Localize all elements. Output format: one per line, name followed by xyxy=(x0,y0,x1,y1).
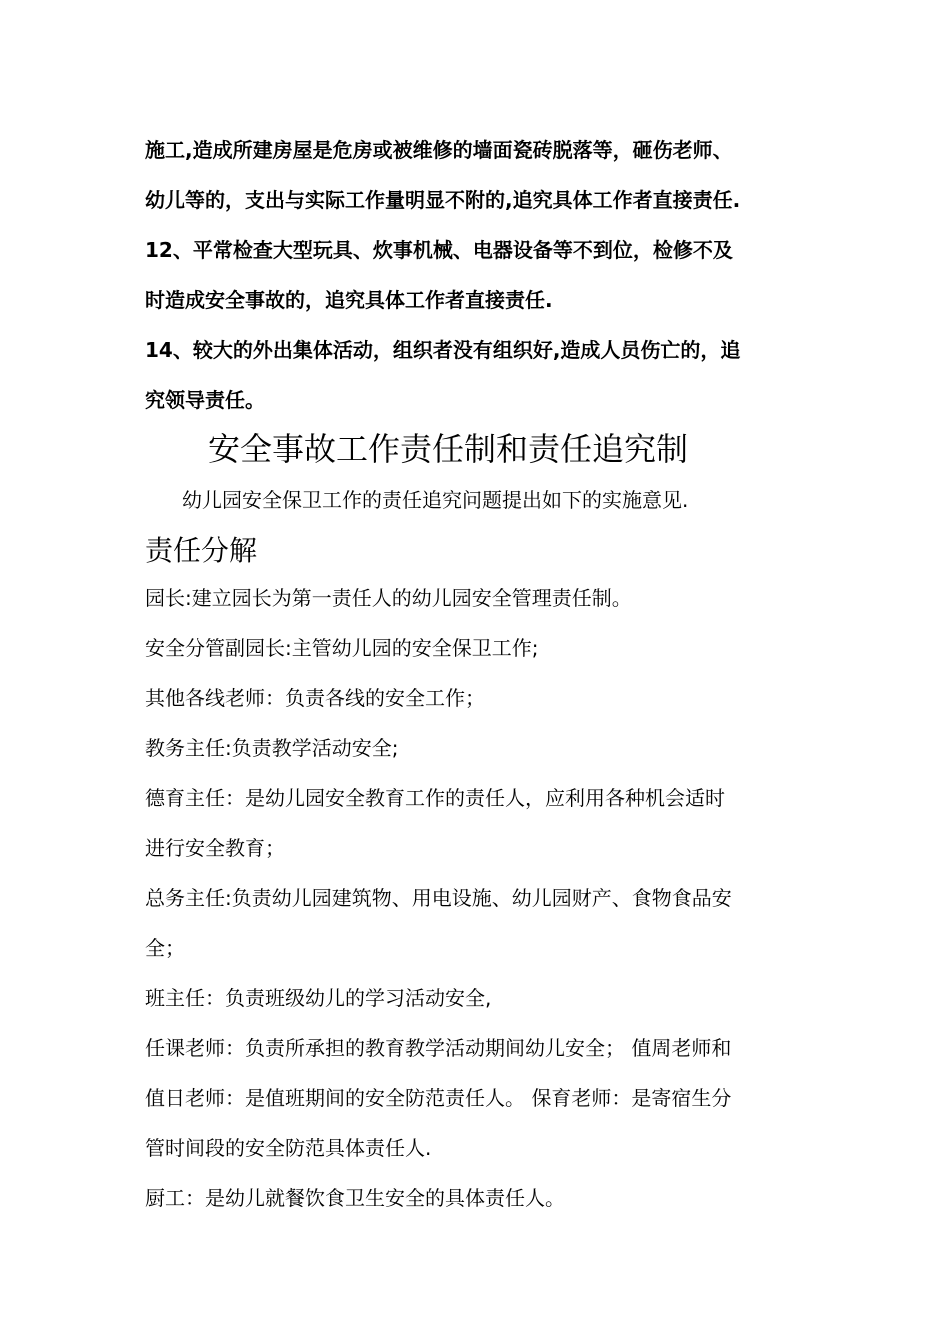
document-title: 安全事故工作责任制和责任追究制 xyxy=(208,430,689,468)
responsibility-line: 园长:建立园长为第一责任人的幼儿园安全管理责任制。 xyxy=(145,586,632,610)
intro-paragraph-1-line-2: 幼儿等的，支出与实际工作量明显不附的,追究具体工作者直接责任. xyxy=(145,188,741,212)
responsibility-line: 任课老师：负责所承担的教育教学活动期间幼儿安全； 值周老师和 xyxy=(145,1036,732,1060)
intro-paragraph-3-line-2: 究领导责任。 xyxy=(145,388,265,412)
intro-paragraph-2-line-2: 时造成安全事故的，追究具体工作者直接责任. xyxy=(145,288,553,312)
responsibility-line: 进行安全教育； xyxy=(145,836,285,860)
intro-paragraph-2-line-1: 12、平常检查大型玩具、炊事机械、电器设备等不到位，检修不及 xyxy=(145,238,733,262)
responsibility-line: 其他各线老师：负责各线的安全工作； xyxy=(145,686,485,710)
responsibility-line: 安全分管副园长:主管幼儿园的安全保卫工作; xyxy=(145,636,539,660)
responsibility-line: 厨工：是幼儿就餐饮食卫生安全的具体责任人。 xyxy=(145,1186,565,1210)
responsibility-line: 班主任：负责班级幼儿的学习活动安全, xyxy=(145,986,492,1010)
section-heading: 责任分解 xyxy=(145,534,258,567)
intro-paragraph-3-line-1: 14、较大的外出集体活动，组织者没有组织好,造成人员伤亡的，追 xyxy=(145,338,741,362)
responsibility-line: 总务主任:负责幼儿园建筑物、用电设施、幼儿园财产、食物食品安 xyxy=(145,886,732,910)
responsibility-line: 教务主任:负责教学活动安全; xyxy=(145,736,399,760)
responsibility-line: 管时间段的安全防范具体责任人. xyxy=(145,1136,432,1160)
responsibility-line: 值日老师：是值班期间的安全防范责任人。 保育老师：是寄宿生分 xyxy=(145,1086,732,1110)
responsibility-line: 德育主任：是幼儿园安全教育工作的责任人，应利用各种机会适时 xyxy=(145,786,725,810)
responsibility-line: 全； xyxy=(145,936,185,960)
intro-paragraph-1-line-1: 施工,造成所建房屋是危房或被维修的墙面瓷砖脱落等，砸伤老师、 xyxy=(145,138,733,162)
document-subtitle: 幼儿园安全保卫工作的责任追究问题提出如下的实施意见. xyxy=(182,488,689,512)
